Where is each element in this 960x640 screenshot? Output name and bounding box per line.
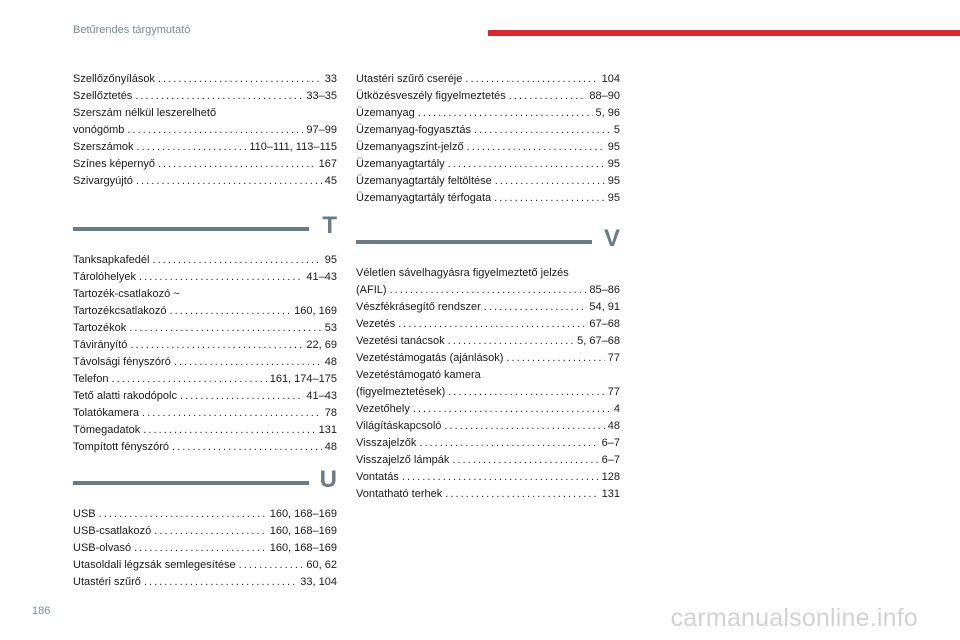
section-header-v [356, 225, 620, 265]
index-entry [73, 71, 337, 88]
index-page-ref: 53 [324, 322, 337, 334]
dot-leader [143, 422, 315, 439]
index-page-ref: 48 [324, 356, 337, 368]
dot-leader [465, 71, 598, 88]
section-divider [73, 481, 309, 485]
page-header-title: Betűrendes tárgymutató [73, 24, 191, 36]
index-page-ref: 95 [607, 175, 620, 187]
dot-leader [142, 405, 322, 422]
dot-leader [398, 316, 586, 333]
index-column-left [73, 71, 337, 190]
index-entry [356, 88, 620, 105]
index-term: Tanksapkafedél [73, 254, 150, 266]
index-entry [73, 405, 337, 422]
index-term: Szivargyújtó [73, 175, 133, 187]
dot-leader [390, 282, 587, 299]
index-term: USB-olvasó [73, 542, 132, 554]
index-term: Utastéri szűrő [73, 576, 141, 588]
index-entry [356, 190, 620, 207]
index-entry [356, 401, 620, 418]
header-accent-bar [488, 30, 960, 36]
index-entry [356, 486, 620, 503]
dot-leader [444, 418, 604, 435]
dot-leader [172, 439, 322, 456]
section-letter: T [322, 212, 337, 239]
index-entry [356, 282, 620, 299]
dot-leader [506, 350, 604, 367]
dot-leader [158, 156, 316, 173]
dot-leader [127, 122, 303, 139]
index-page-ref: 78 [324, 407, 337, 419]
index-page-ref: 131 [318, 424, 337, 436]
dot-leader [137, 139, 247, 156]
index-term: Vontatható terhek [356, 488, 443, 500]
watermark: carmanualsonline.info [670, 604, 918, 632]
dot-leader [467, 139, 605, 156]
dot-leader [448, 156, 605, 173]
index-term: Üzemanyagtartály térfogata [356, 192, 492, 204]
index-term: Vezetési tanácsok [356, 335, 445, 347]
dot-leader [152, 252, 321, 269]
index-column-right [356, 71, 620, 207]
index-term: Tető alatti rakodópolc [73, 390, 177, 402]
dot-leader [170, 303, 292, 320]
index-page-ref: 104 [601, 73, 620, 85]
index-page-ref: 45 [324, 175, 337, 187]
index-term: Vezetéstámogatás (ajánlások) [356, 352, 504, 364]
index-entry [356, 173, 620, 190]
section-letter: V [603, 225, 620, 252]
index-entry [356, 299, 620, 316]
section-divider [73, 227, 309, 231]
index-entry [73, 439, 337, 456]
dot-leader [474, 122, 611, 139]
dot-leader [134, 540, 267, 557]
index-term: Vezetés [356, 318, 396, 330]
index-page-ref: 5 [613, 124, 620, 136]
index-page-ref: 95 [607, 192, 620, 204]
index-page-ref: 48 [324, 441, 337, 453]
dot-leader [129, 320, 322, 337]
dot-leader [452, 452, 598, 469]
index-entry [356, 71, 620, 88]
index-entry-continued: Tartozék-csatlakozó ~ [73, 288, 180, 300]
index-entry [356, 156, 620, 173]
index-entry [73, 269, 337, 286]
index-page-ref: 161, 174–175 [269, 373, 337, 385]
index-page-ref: 33, 104 [300, 576, 337, 588]
index-page-ref: 5, 96 [595, 107, 620, 119]
index-term: Tartozékcsatlakozó [73, 305, 167, 317]
index-entry [356, 418, 620, 435]
dot-leader [402, 469, 599, 486]
index-entry [356, 333, 620, 350]
index-page-ref: 167 [318, 158, 337, 170]
index-term: (figyelmeztetések) [356, 386, 446, 398]
index-entry [73, 337, 337, 354]
index-page-ref: 67–68 [589, 318, 620, 330]
index-entry [356, 316, 620, 333]
index-term: Tartozékok [73, 322, 127, 334]
index-entry [356, 469, 620, 486]
dot-leader [99, 506, 267, 523]
dot-leader [180, 388, 303, 405]
index-term: Visszajelző lámpák [356, 454, 450, 466]
index-entry-continued: Véletlen sávelhagyásra figyelmeztető jelzés [356, 267, 569, 279]
index-term: Tömegadatok [73, 424, 141, 436]
index-term: Szerszámok [73, 141, 134, 153]
index-entry [73, 252, 337, 269]
section-header-u [73, 466, 337, 506]
index-entry [73, 523, 337, 540]
index-page-ref: 110–111, 113–115 [249, 141, 337, 153]
index-entry [73, 156, 337, 173]
index-term: USB-csatlakozó [73, 525, 152, 537]
index-term: (AFIL) [356, 284, 387, 296]
index-entry [356, 384, 620, 401]
index-entry-continued: Vezetéstámogató kamera [356, 369, 481, 381]
dot-leader [418, 105, 593, 122]
index-group-u-umlaut [356, 71, 620, 207]
index-page-ref: 95 [324, 254, 337, 266]
index-page-ref: 6–7 [601, 437, 620, 449]
index-entry [73, 320, 337, 337]
index-page-ref: 33 [324, 73, 337, 85]
index-term: Szellőztetés [73, 90, 133, 102]
dot-leader [154, 523, 266, 540]
index-term: Világításkapcsoló [356, 420, 442, 432]
index-entry [73, 354, 337, 371]
index-term: Utastéri szűrő cseréje [356, 73, 463, 85]
index-page-ref: 60, 62 [306, 559, 337, 571]
dot-leader [413, 401, 611, 418]
index-entry [356, 122, 620, 139]
index-page-ref: 41–43 [306, 390, 337, 402]
index-entry [73, 88, 337, 105]
index-term: Távirányító [73, 339, 128, 351]
index-group-t [73, 252, 337, 456]
index-entry [73, 506, 337, 523]
section-letter: U [319, 466, 337, 493]
index-term: Üzemanyagszint-jelző [356, 141, 464, 153]
index-page-ref: 160, 169 [294, 305, 337, 317]
index-page-ref: 131 [601, 488, 620, 500]
index-entry [73, 303, 337, 320]
index-page-ref: 95 [607, 141, 620, 153]
index-page-ref: 4 [613, 403, 620, 415]
dot-leader [419, 435, 598, 452]
index-page-ref: 95 [607, 158, 620, 170]
dot-leader [448, 384, 604, 401]
index-section-v [356, 225, 620, 503]
index-term: Szellőzőnyílások [73, 73, 155, 85]
index-page-ref: 48 [607, 420, 620, 432]
index-page-ref: 5, 67–68 [577, 335, 620, 347]
index-entry [73, 139, 337, 156]
dot-leader [130, 337, 303, 354]
index-term: Visszajelzők [356, 437, 417, 449]
index-term: Üzemanyag-fogyasztás [356, 124, 471, 136]
index-section-t [73, 212, 337, 456]
index-page-ref: 160, 168–169 [269, 508, 337, 520]
index-group-v [356, 265, 620, 503]
index-page-ref: 160, 168–169 [269, 542, 337, 554]
index-page-ref: 77 [607, 386, 620, 398]
dot-leader [495, 173, 605, 190]
index-entry [73, 173, 337, 190]
index-term: Vontatás [356, 471, 399, 483]
dot-leader [158, 71, 322, 88]
dot-leader [509, 88, 587, 105]
index-page-ref: 128 [601, 471, 620, 483]
index-term: Utasoldali légzsák semlegesítése [73, 559, 236, 571]
index-entry [356, 435, 620, 452]
dot-leader [139, 269, 303, 286]
index-term: Üzemanyagtartály [356, 158, 445, 170]
index-entry [73, 574, 337, 591]
index-entry [73, 540, 337, 557]
dot-leader [445, 486, 598, 503]
index-term: Üzemanyagtartály feltöltése [356, 175, 492, 187]
index-term: Ütközésveszély figyelmeztetés [356, 90, 506, 102]
index-page-ref: 54, 91 [589, 301, 620, 313]
index-term: Üzemanyag [356, 107, 415, 119]
index-section-u [73, 466, 337, 591]
index-entry [73, 557, 337, 574]
dot-leader [136, 173, 322, 190]
index-term: Telefon [73, 373, 109, 385]
index-entry [73, 388, 337, 405]
index-entry [356, 350, 620, 367]
index-term: Vezetőhely [356, 403, 410, 415]
dot-leader [484, 299, 587, 316]
index-term: Tolatókamera [73, 407, 140, 419]
index-term: Színes képernyő [73, 158, 155, 170]
index-entry-continued: Szerszám nélkül leszerelhető [73, 107, 217, 119]
index-term: Tompított fényszóró [73, 441, 169, 453]
index-page-ref: 6–7 [601, 454, 620, 466]
dot-leader [494, 190, 605, 207]
index-term: vonógömb [73, 124, 125, 136]
index-group-u [73, 506, 337, 591]
index-entry [73, 422, 337, 439]
index-page-ref: 97–99 [306, 124, 337, 136]
dot-leader [239, 557, 304, 574]
dot-leader [174, 354, 322, 371]
index-page-ref: 41–43 [306, 271, 337, 283]
index-page-ref: 88–90 [589, 90, 620, 102]
section-header-t [73, 212, 337, 252]
dot-leader [111, 371, 266, 388]
index-entry [356, 452, 620, 469]
index-entry [73, 371, 337, 388]
index-page-ref: 77 [607, 352, 620, 364]
dot-leader [448, 333, 575, 350]
index-term: Tárolóhelyek [73, 271, 136, 283]
index-entry [356, 105, 620, 122]
index-entry [73, 122, 337, 139]
index-group-sz [73, 71, 337, 190]
index-term: Távolsági fényszóró [73, 356, 171, 368]
index-entry [356, 139, 620, 156]
index-page-ref: 22, 69 [306, 339, 337, 351]
dot-leader [144, 574, 297, 591]
index-term: Vészfékrásegítő rendszer [356, 301, 481, 313]
index-page-ref: 85–86 [589, 284, 620, 296]
index-page-ref: 160, 168–169 [269, 525, 337, 537]
section-divider [356, 240, 592, 244]
page-number: 186 [32, 605, 51, 617]
dot-leader [135, 88, 303, 105]
index-page-ref: 33–35 [306, 90, 337, 102]
index-term: USB [73, 508, 96, 520]
